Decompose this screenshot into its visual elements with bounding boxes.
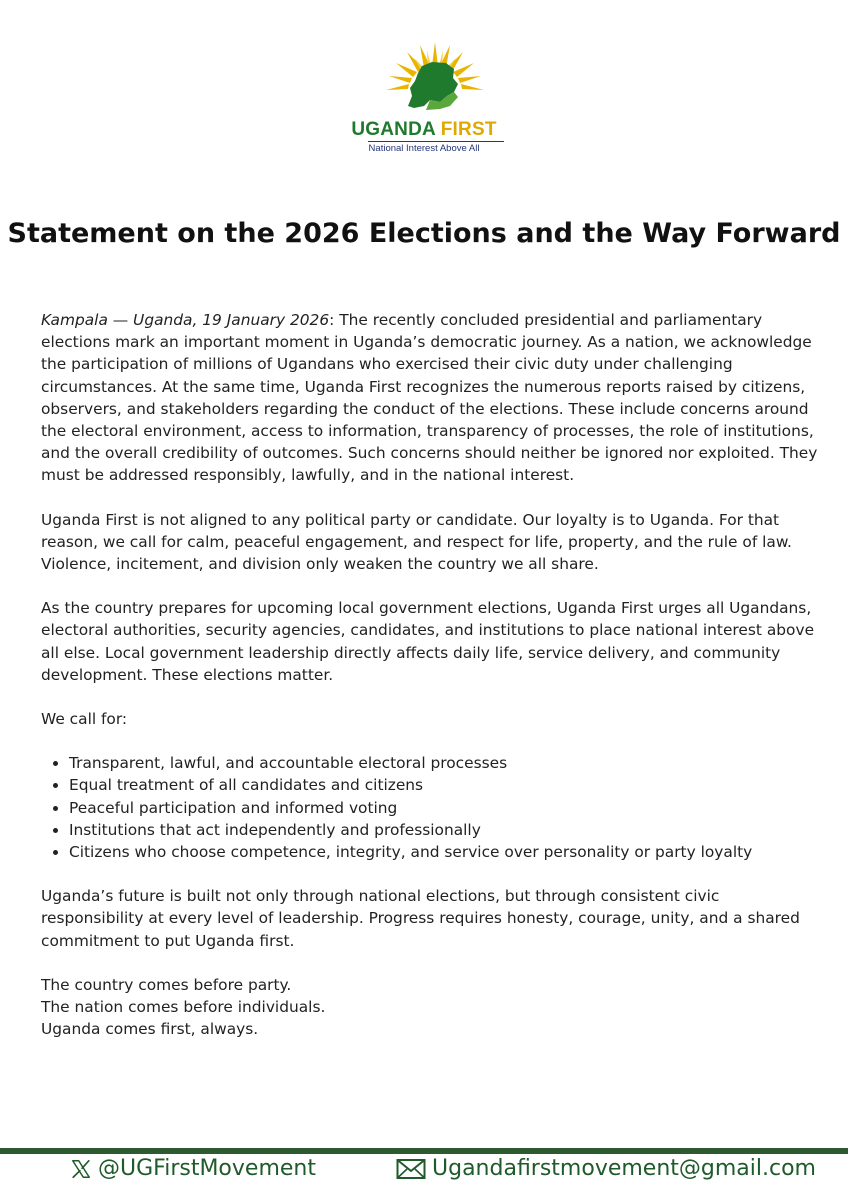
paragraph-local-elections: As the country prepares for upcoming local government elections, Uganda First urges all Ugandans, electoral authorities, security agencies, candidates, and institutions to place national interest above all else. Local government leadership directly affects daily life, service delivery, and community development. These elections matter. bbox=[41, 599, 815, 684]
brand-tagline: National Interest Above All bbox=[368, 143, 480, 154]
brand-name-primary: UGANDA bbox=[351, 119, 436, 140]
list-item: • Equal treatment of all candidates and citizens bbox=[69, 774, 823, 796]
dateline: Kampala — Uganda, 19 January 2026 bbox=[41, 311, 330, 329]
footer-email[interactable] bbox=[396, 1156, 816, 1181]
list-item: • Peaceful participation and informed voting bbox=[69, 797, 823, 819]
x-handle-text[interactable]: @UGFirstMovement bbox=[98, 1156, 316, 1181]
brand-name bbox=[0, 119, 848, 141]
paragraph-neutrality: Uganda First is not aligned to any political party or candidate. Our loyalty is to Uganda. For that reason, we call for calm, peaceful engagement, and respect for life, property, and the rule of law. Violence, incitement, and division only weaken the country we all share. bbox=[41, 510, 792, 574]
intro-paragraph bbox=[41, 309, 823, 487]
envelope-icon bbox=[396, 1158, 426, 1180]
footer-bar bbox=[0, 1148, 848, 1154]
paragraph-conclusion: Uganda’s future is built not only through national elections, but through consistent civic responsibility at every level of leadership. Progress requires honesty, courage, unity, and a shared commitment to put Uganda first. bbox=[41, 887, 800, 950]
list-item: • Transparent, lawful, and accountable electoral processes bbox=[69, 752, 823, 774]
brand-name-secondary: FIRST bbox=[440, 119, 497, 140]
email-text[interactable]: Ugandafirstmovement@gmail.com bbox=[432, 1156, 816, 1181]
list-item: • Citizens who choose competence, integrity, and service over personality or party loyalty bbox=[69, 841, 823, 863]
footer-x-handle[interactable] bbox=[70, 1156, 316, 1181]
tagline-rule bbox=[368, 141, 504, 142]
list-item: • Institutions that act independently and professionally bbox=[69, 819, 823, 841]
closing-lines bbox=[41, 974, 823, 1041]
statement-title: Statement on the 2026 Elections and the Way Forward bbox=[7, 218, 841, 249]
x-logo-icon bbox=[70, 1158, 92, 1180]
closing-line: The nation comes before individuals. bbox=[41, 998, 326, 1017]
sun-and-map-emblem bbox=[360, 36, 510, 116]
statement-body bbox=[41, 309, 823, 1040]
closing-line: Uganda comes first, always. bbox=[41, 1020, 259, 1039]
paragraph-we-call-for: We call for: bbox=[41, 710, 128, 729]
closing-line: The country comes before party. bbox=[41, 975, 292, 994]
calls-list bbox=[41, 752, 823, 863]
intro-text: : The recently concluded presidential and parliamentary elections mark an important moment in Uganda’s democratic journey. As a nation, we acknowledge the participation of millions of Ugandans who exercised their civic duty under challenging circumstances. At the same time, Uganda First recognizes the numerous reports raised by citizens, observers, and stakeholders regarding the conduct of the elections. These include concerns around the electoral environment, access to information, transparency of processes, the role of institutions, and the overall credibility of outcomes. Such concerns should neither be ignored nor exploited. They must be addressed responsibly, lawfully, and in the national interest. bbox=[41, 311, 818, 485]
